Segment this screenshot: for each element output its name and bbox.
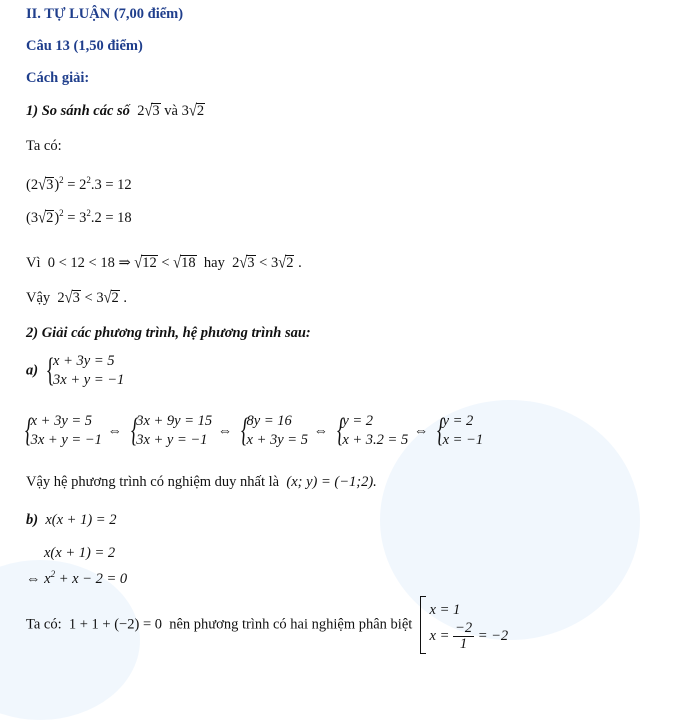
equation-2: $(3√2)^2 = 3^2.2 = 18$ — [26, 208, 132, 227]
part2b-line1: x(x + 1) = 2 — [44, 545, 116, 561]
equation-1: $(2√3)^2 = 2^2.3 = 12$ — [26, 175, 132, 194]
solution-steps: { x + 3y = 5 3x + y = −1 ⇔ { 3x + 9y = 15 3x + y = −1 ⇔ { 8y = 16 x + 3y = 5 ⇔ { y = 2 x + 3.2 = 5 ⇔ { y = 2 x = −1 — [25, 412, 484, 449]
question-title: Câu 13 (1,50 điểm) — [26, 38, 143, 54]
part2-heading: 2) Giải các phương trình, hệ phương trình sau: — [26, 325, 311, 341]
roots-bracket — [420, 596, 426, 654]
method-label: Cách giải: — [26, 70, 90, 86]
part2b-equation: b) x(x + 1) = 2 — [26, 512, 117, 528]
system-a: a) { x + 3y = 5 3x + y = −1 — [26, 352, 125, 389]
ta-co-label: Ta có: — [26, 138, 62, 154]
section-title: II. TỰ LUẬN (7,00 điểm) — [26, 6, 184, 22]
part2b-roots: Ta có: 1 + 1 + (−2) = 0 nên phương trình có hai nghiệm phân biệt x = 1 x = $\frac{-2}{1}$ = −2 — [26, 596, 508, 654]
part2b-line2: ⇔ $x^2 + x - 2 = 0$ — [26, 569, 128, 587]
comparison-line: Vì 0 < 12 < 18 ⇒ √12 < √18 hay 2√3 < 3√2 . — [26, 253, 302, 273]
part2a-conclusion: Vậy hệ phương trình có nghiệm duy nhất là (x; y) = (−1;2). — [26, 474, 377, 490]
part1-heading: 1) So sánh các số 2√3 và 3√2 — [26, 101, 205, 121]
part1-conclusion: Vậy 2√3 < 3√2 . — [26, 288, 128, 308]
